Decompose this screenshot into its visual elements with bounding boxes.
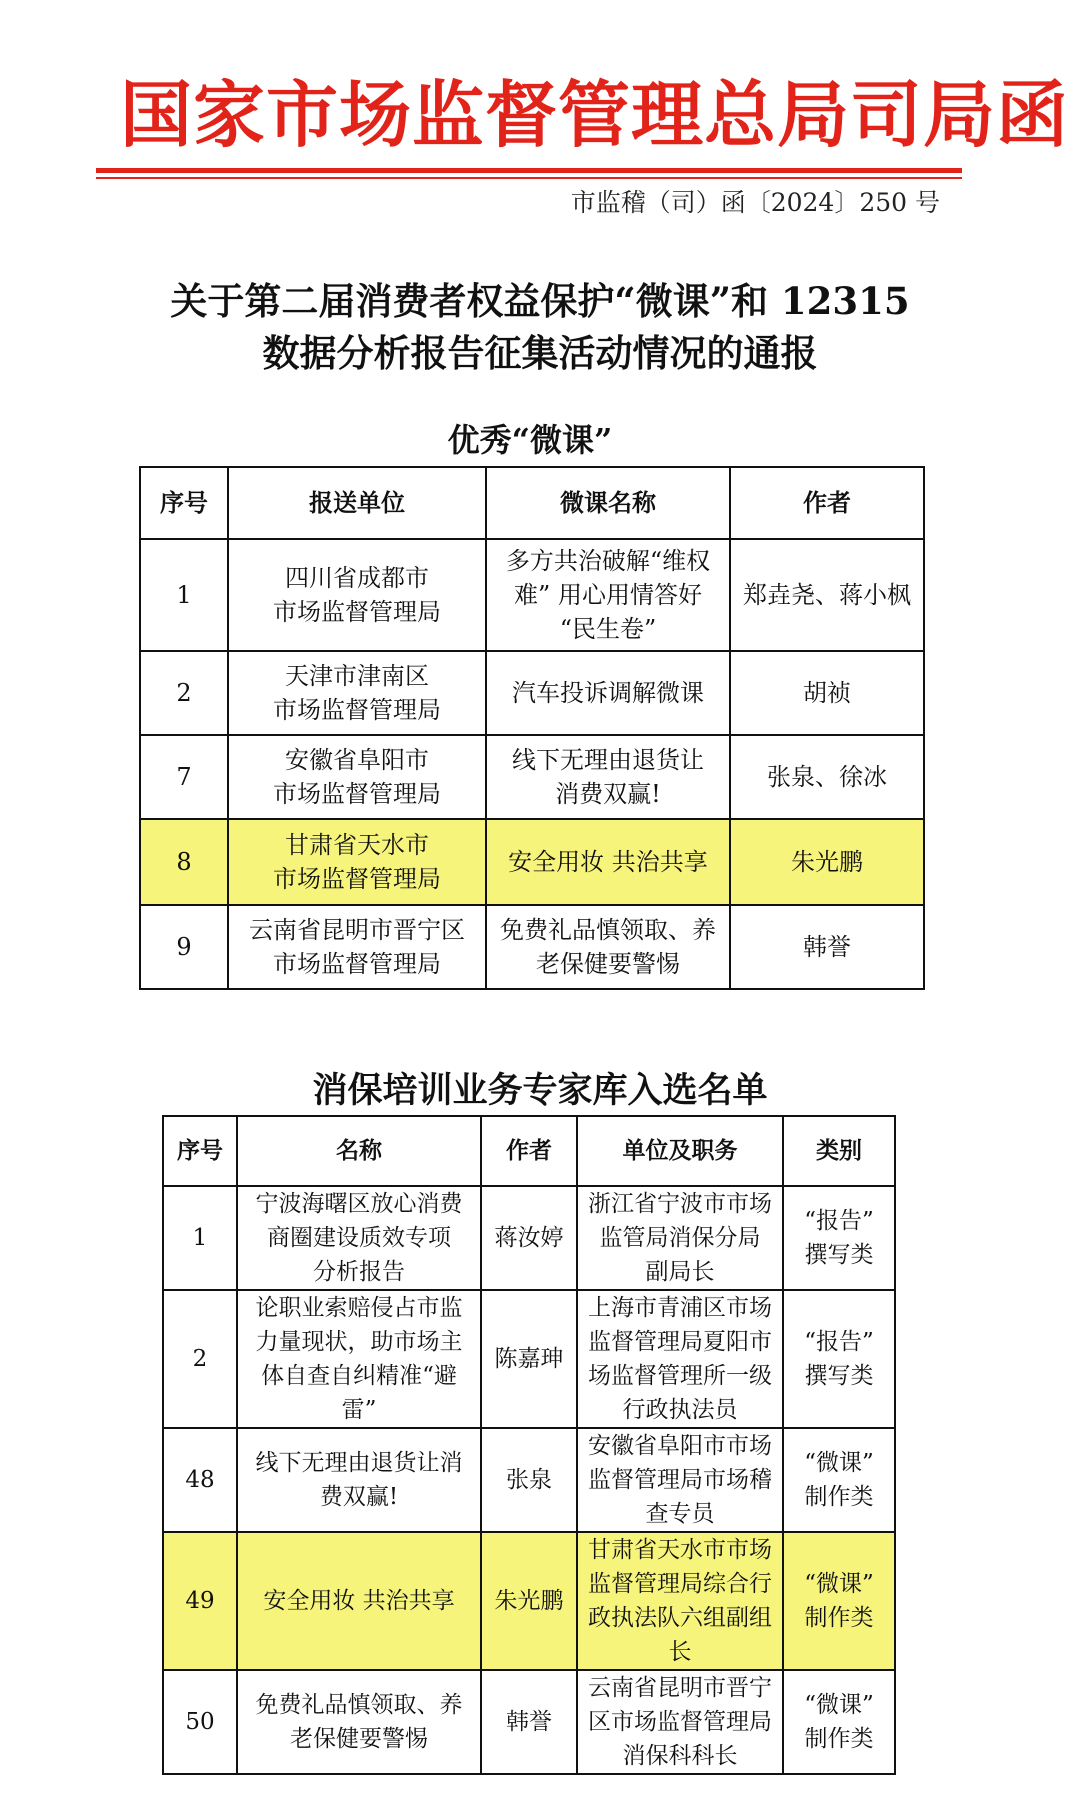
row-author: 朱光鹏 — [481, 1532, 577, 1670]
row-author: 郑垚尧、蒋小枫 — [730, 539, 924, 651]
table-row-highlighted — [140, 819, 924, 905]
table1-crop-mask — [130, 991, 930, 1001]
row-author: 蒋汝婷 — [481, 1186, 577, 1290]
letterhead-rule-thin — [96, 177, 962, 179]
col-header-name: 名称 — [237, 1116, 481, 1186]
row-author: 胡祯 — [730, 651, 924, 735]
row-unit: 上海市青浦区市场 监督管理局夏阳市 场监督管理所一级 行政执法员 — [577, 1290, 783, 1428]
row-unit: 安徽省阜阳市 市场监督管理局 — [228, 735, 486, 819]
table-row — [140, 539, 924, 651]
row-name: 免费礼品慎领取、养 老保健要警惕 — [237, 1670, 481, 1774]
table-row — [163, 1290, 895, 1428]
row-no: 1 — [163, 1186, 237, 1290]
row-no: 7 — [140, 735, 228, 819]
row-author: 张泉 — [481, 1428, 577, 1532]
row-unit: 四川省成都市 市场监督管理局 — [228, 539, 486, 651]
main-title-line1: 关于第二届消费者权益保护“微课”和 12315 — [170, 279, 910, 323]
row-no: 2 — [140, 651, 228, 735]
row-no: 50 — [163, 1670, 237, 1774]
row-unit: 甘肃省天水市市场 监督管理局综合行 政执法队六组副组 长 — [577, 1532, 783, 1670]
col-header-course: 微课名称 — [486, 467, 730, 539]
row-category: “报告” 撰写类 — [783, 1290, 895, 1428]
table-row — [140, 735, 924, 819]
table-row — [163, 1186, 895, 1290]
row-unit: 天津市津南区 市场监督管理局 — [228, 651, 486, 735]
row-name: 宁波海曙区放心消费 商圈建设质效专项 分析报告 — [237, 1186, 481, 1290]
col-header-author: 作者 — [730, 467, 924, 539]
row-no: 2 — [163, 1290, 237, 1428]
table1-title: 优秀“微课” — [447, 421, 613, 459]
letterhead-rule-thick — [96, 168, 962, 173]
row-author: 张泉、徐冰 — [730, 735, 924, 819]
row-course: 多方共治破解“维权 难” 用心用情答好 “民生卷” — [486, 539, 730, 651]
col-header-no: 序号 — [163, 1116, 237, 1186]
expert-list-table — [162, 1115, 896, 1775]
row-course: 免费礼品慎领取、养 老保健要警惕 — [486, 905, 730, 989]
table-row-highlighted — [163, 1532, 895, 1670]
col-header-no: 序号 — [140, 467, 228, 539]
row-unit: 甘肃省天水市 市场监督管理局 — [228, 819, 486, 905]
row-author: 陈嘉珅 — [481, 1290, 577, 1428]
row-author: 韩誉 — [730, 905, 924, 989]
col-header-author: 作者 — [481, 1116, 577, 1186]
col-header-category: 类别 — [783, 1116, 895, 1186]
row-no: 48 — [163, 1428, 237, 1532]
letterhead-title: 国家市场监督管理总局司局函 — [120, 72, 1070, 157]
table2-header-row — [163, 1116, 895, 1186]
document-number: 市监稽（司）函〔2024〕250 号 — [570, 188, 940, 217]
table-row — [140, 905, 924, 989]
row-author: 朱光鹏 — [730, 819, 924, 905]
table1-header-row — [140, 467, 924, 539]
table-row — [163, 1428, 895, 1532]
row-course: 线下无理由退货让 消费双赢! — [486, 735, 730, 819]
table-row — [163, 1670, 895, 1774]
excellent-microcourse-table — [139, 466, 925, 990]
table2-title: 消保培训业务专家库入选名单 — [312, 1070, 768, 1111]
row-name: 论职业索赔侵占市监 力量现状，助市场主 体自查自纠精准“避 雷” — [237, 1290, 481, 1428]
row-unit: 云南省昆明市晋宁区 市场监督管理局 — [228, 905, 486, 989]
row-unit: 安徽省阜阳市市场 监督管理局市场稽 查专员 — [577, 1428, 783, 1532]
row-name: 安全用妆 共治共享 — [237, 1532, 481, 1670]
row-unit: 浙江省宁波市市场 监管局消保分局 副局长 — [577, 1186, 783, 1290]
row-category: “微课” 制作类 — [783, 1670, 895, 1774]
col-header-unit-position: 单位及职务 — [577, 1116, 783, 1186]
row-no: 1 — [140, 539, 228, 651]
row-author: 韩誉 — [481, 1670, 577, 1774]
col-header-unit: 报送单位 — [228, 467, 486, 539]
row-no: 9 — [140, 905, 228, 989]
row-category: “微课” 制作类 — [783, 1532, 895, 1670]
table-row — [140, 651, 924, 735]
row-course: 汽车投诉调解微课 — [486, 651, 730, 735]
row-category: “报告” 撰写类 — [783, 1186, 895, 1290]
row-unit: 云南省昆明市晋宁 区市场监督管理局 消保科科长 — [577, 1670, 783, 1774]
row-name: 线下无理由退货让消 费双赢! — [237, 1428, 481, 1532]
main-title-line2: 数据分析报告征集活动情况的通报 — [262, 331, 818, 375]
row-category: “微课” 制作类 — [783, 1428, 895, 1532]
row-no: 8 — [140, 819, 228, 905]
row-no: 49 — [163, 1532, 237, 1670]
row-course: 安全用妆 共治共享 — [486, 819, 730, 905]
